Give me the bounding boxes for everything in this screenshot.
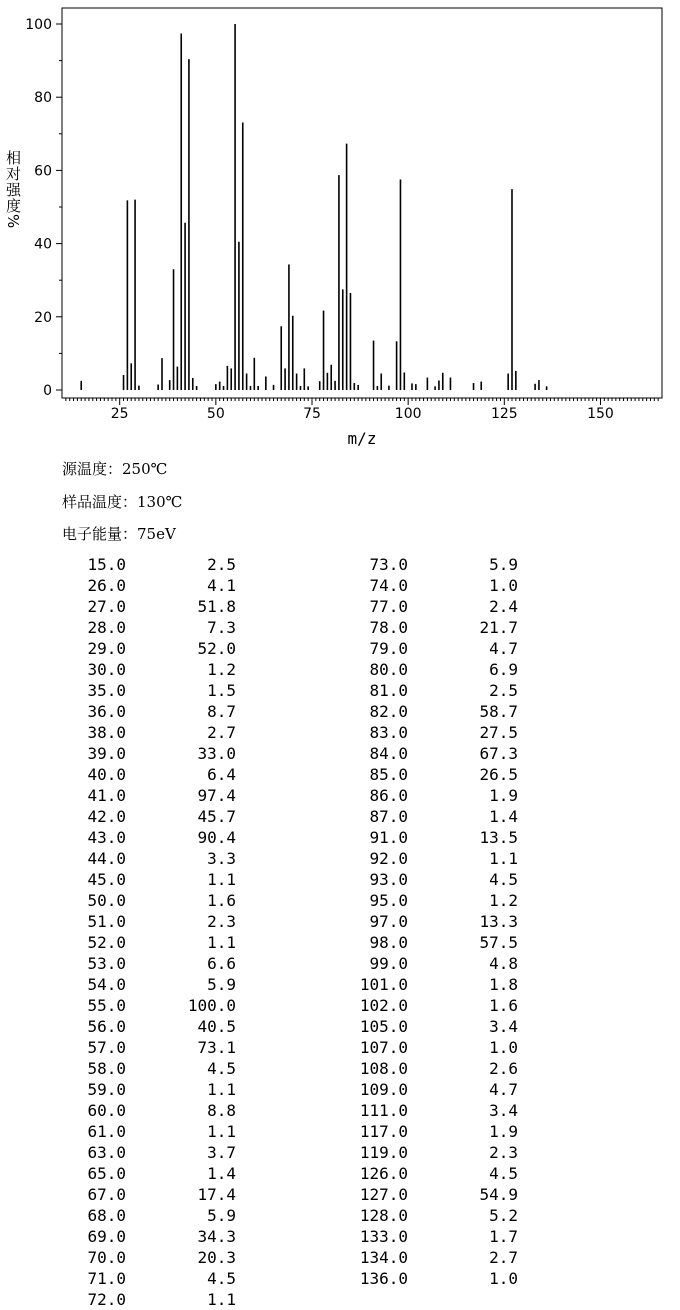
y-axis-label	[2, 150, 24, 233]
abundance-value: 2.3	[207, 912, 236, 931]
abundance-value: 58.7	[479, 702, 518, 721]
mz-value: 59.0	[87, 1080, 126, 1099]
table-row	[342, 890, 518, 911]
y-tick-label: 60	[34, 163, 52, 180]
mz-value: 57.0	[87, 1038, 126, 1057]
abundance-value: 5.9	[207, 1206, 236, 1225]
mz-value: 102.0	[359, 996, 408, 1015]
electron-energy: 电子能量：75eV	[62, 525, 176, 543]
abundance-value: 1.6	[489, 996, 518, 1015]
table-row	[342, 1205, 518, 1226]
abundance-value: 1.0	[489, 1038, 518, 1057]
mz-value: 28.0	[87, 618, 126, 637]
mz-value: 93.0	[369, 870, 408, 889]
sample-temperature: 样品温度：130℃	[62, 493, 183, 511]
abundance-value: 54.9	[479, 1185, 518, 1204]
y-tick-label: 40	[34, 236, 52, 253]
y-tick-label: 100	[25, 17, 52, 33]
abundance-value: 34.3	[197, 1227, 236, 1246]
abundance-value: 67.3	[479, 744, 518, 763]
abundance-value: 1.1	[207, 933, 236, 952]
table-row	[60, 1268, 236, 1289]
table-row	[342, 596, 518, 617]
abundance-value: 2.5	[489, 681, 518, 700]
mz-value: 53.0	[87, 954, 126, 973]
mz-value: 52.0	[87, 933, 126, 952]
mz-value: 95.0	[369, 891, 408, 910]
abundance-value: 2.6	[489, 1059, 518, 1078]
mz-value: 43.0	[87, 828, 126, 847]
x-tick-label: 50	[206, 406, 225, 422]
mz-value: 56.0	[87, 1017, 126, 1036]
table-row	[60, 995, 236, 1016]
mz-value: 29.0	[87, 639, 126, 658]
table-row	[60, 554, 236, 575]
abundance-value: 1.1	[207, 1290, 236, 1309]
y-tick-label: 0	[43, 383, 52, 399]
abundance-value: 90.4	[197, 828, 236, 847]
abundance-value: 1.6	[207, 891, 236, 910]
abundance-value: 4.8	[489, 954, 518, 973]
mz-value: 38.0	[87, 723, 126, 742]
abundance-value: 1.1	[207, 1122, 236, 1141]
table-row	[342, 806, 518, 827]
mz-value: 71.0	[87, 1269, 126, 1288]
table-row	[60, 1079, 236, 1100]
table-row	[342, 638, 518, 659]
mz-value: 78.0	[369, 618, 408, 637]
abundance-value: 4.7	[489, 1080, 518, 1099]
table-row	[60, 890, 236, 911]
mz-value: 119.0	[359, 1143, 408, 1162]
table-row	[60, 680, 236, 701]
mz-value: 51.0	[87, 912, 126, 931]
mz-value: 74.0	[369, 576, 408, 595]
abundance-value: 1.9	[489, 1122, 518, 1141]
abundance-value: 1.8	[489, 975, 518, 994]
abundance-value: 3.7	[207, 1143, 236, 1162]
table-row	[342, 932, 518, 953]
x-tick-label: 75	[303, 406, 321, 422]
table-row	[60, 1163, 236, 1184]
table-row	[60, 1016, 236, 1037]
table-row	[60, 659, 236, 680]
abundance-value: 4.7	[489, 639, 518, 658]
table-row	[60, 785, 236, 806]
table-row	[60, 932, 236, 953]
abundance-value: 4.1	[207, 576, 236, 595]
abundance-value: 97.4	[197, 786, 236, 805]
table-row	[60, 1226, 236, 1247]
abundance-value: 33.0	[197, 744, 236, 763]
table-row	[342, 1142, 518, 1163]
mz-value: 108.0	[359, 1059, 408, 1078]
mz-value: 58.0	[87, 1059, 126, 1078]
abundance-value: 20.3	[197, 1248, 236, 1267]
mz-value: 69.0	[87, 1227, 126, 1246]
abundance-value: 57.5	[479, 933, 518, 952]
table-row	[60, 1247, 236, 1268]
table-row	[342, 554, 518, 575]
mz-value: 77.0	[369, 597, 408, 616]
table-row	[342, 995, 518, 1016]
mz-value: 60.0	[87, 1101, 126, 1120]
abundance-value: 1.4	[207, 1164, 236, 1183]
source-temperature: 源温度：250℃	[62, 460, 168, 478]
mz-value: 73.0	[369, 555, 408, 574]
abundance-value: 2.7	[207, 723, 236, 742]
abundance-value: 2.4	[489, 597, 518, 616]
table-row	[342, 1037, 518, 1058]
table-row	[60, 1121, 236, 1142]
table-row	[342, 1184, 518, 1205]
table-row	[342, 1016, 518, 1037]
mz-value: 26.0	[87, 576, 126, 595]
table-row	[342, 764, 518, 785]
mz-value: 127.0	[359, 1185, 408, 1204]
mz-value: 91.0	[369, 828, 408, 847]
table-row	[60, 575, 236, 596]
table-row	[342, 827, 518, 848]
abundance-value: 13.3	[479, 912, 518, 931]
mz-value: 107.0	[359, 1038, 408, 1057]
mass-spectrum-chart	[0, 0, 680, 450]
abundance-value: 1.1	[207, 1080, 236, 1099]
abundance-value: 1.1	[207, 870, 236, 889]
table-row	[60, 638, 236, 659]
table-row	[60, 1205, 236, 1226]
abundance-value: 1.9	[489, 786, 518, 805]
table-row	[60, 1037, 236, 1058]
table-row	[60, 806, 236, 827]
abundance-value: 6.4	[207, 765, 236, 784]
table-row	[342, 1226, 518, 1247]
mz-value: 15.0	[87, 555, 126, 574]
table-row	[342, 743, 518, 764]
abundance-value: 45.7	[197, 807, 236, 826]
x-axis	[66, 398, 658, 422]
abundance-value: 1.5	[207, 681, 236, 700]
table-row	[342, 953, 518, 974]
abundance-value: 40.5	[197, 1017, 236, 1036]
y-axis-label-text: 相对强度%	[4, 150, 22, 230]
peak-table-right	[342, 554, 518, 1289]
plot-frame	[62, 8, 662, 398]
abundance-value: 51.8	[197, 597, 236, 616]
abundance-value: 8.7	[207, 702, 236, 721]
mz-value: 72.0	[87, 1290, 126, 1309]
mz-value: 97.0	[369, 912, 408, 931]
mz-value: 109.0	[359, 1080, 408, 1099]
table-row	[342, 659, 518, 680]
table-row	[342, 1163, 518, 1184]
table-row	[342, 575, 518, 596]
mz-value: 65.0	[87, 1164, 126, 1183]
abundance-value: 52.0	[197, 639, 236, 658]
table-row	[342, 1268, 518, 1289]
mz-value: 30.0	[87, 660, 126, 679]
abundance-value: 1.0	[489, 576, 518, 595]
peaks-group	[81, 24, 546, 390]
mz-value: 61.0	[87, 1122, 126, 1141]
mz-value: 44.0	[87, 849, 126, 868]
mz-value: 67.0	[87, 1185, 126, 1204]
table-row	[60, 1100, 236, 1121]
mz-value: 134.0	[359, 1248, 408, 1267]
table-row	[342, 680, 518, 701]
table-row	[342, 785, 518, 806]
abundance-value: 27.5	[479, 723, 518, 742]
table-row	[60, 743, 236, 764]
abundance-value: 1.1	[489, 849, 518, 868]
abundance-value: 2.7	[489, 1248, 518, 1267]
mz-value: 81.0	[369, 681, 408, 700]
table-row	[60, 701, 236, 722]
abundance-value: 7.3	[207, 618, 236, 637]
mz-value: 82.0	[369, 702, 408, 721]
abundance-value: 4.5	[207, 1059, 236, 1078]
mz-value: 50.0	[87, 891, 126, 910]
mz-value: 84.0	[369, 744, 408, 763]
table-row	[60, 1184, 236, 1205]
abundance-value: 3.4	[489, 1101, 518, 1120]
mz-value: 83.0	[369, 723, 408, 742]
abundance-value: 1.7	[489, 1227, 518, 1246]
mz-value: 101.0	[359, 975, 408, 994]
table-row	[60, 596, 236, 617]
mz-value: 55.0	[87, 996, 126, 1015]
abundance-value: 5.9	[207, 975, 236, 994]
table-row	[342, 1058, 518, 1079]
mz-value: 85.0	[369, 765, 408, 784]
abundance-value: 4.5	[207, 1269, 236, 1288]
mz-value: 99.0	[369, 954, 408, 973]
table-row	[342, 848, 518, 869]
mz-value: 133.0	[359, 1227, 408, 1246]
abundance-value: 4.5	[489, 870, 518, 889]
mz-value: 63.0	[87, 1143, 126, 1162]
abundance-value: 3.3	[207, 849, 236, 868]
mz-value: 98.0	[369, 933, 408, 952]
table-row	[342, 1121, 518, 1142]
table-row	[60, 1289, 236, 1310]
mz-value: 54.0	[87, 975, 126, 994]
mz-value: 39.0	[87, 744, 126, 763]
table-row	[342, 974, 518, 995]
table-row	[60, 617, 236, 638]
mz-value: 41.0	[87, 786, 126, 805]
table-row	[342, 1247, 518, 1268]
table-row	[60, 1142, 236, 1163]
abundance-value: 1.0	[489, 1269, 518, 1288]
x-tick-label: 25	[110, 406, 129, 422]
table-row	[60, 1058, 236, 1079]
y-tick-label: 80	[34, 90, 52, 107]
mz-value: 117.0	[359, 1122, 408, 1141]
abundance-value: 26.5	[479, 765, 518, 784]
mz-value: 86.0	[369, 786, 408, 805]
abundance-value: 5.2	[489, 1206, 518, 1225]
peak-table-left	[60, 554, 236, 1310]
abundance-value: 1.4	[489, 807, 518, 826]
table-row	[342, 701, 518, 722]
table-row	[60, 869, 236, 890]
mz-value: 79.0	[369, 639, 408, 658]
table-row	[342, 617, 518, 638]
table-row	[342, 869, 518, 890]
mz-value: 111.0	[359, 1101, 408, 1120]
table-row	[60, 848, 236, 869]
mz-value: 42.0	[87, 807, 126, 826]
table-row	[60, 911, 236, 932]
abundance-value: 6.6	[207, 954, 236, 973]
x-axis-label: m/z	[347, 429, 377, 448]
mz-value: 36.0	[87, 702, 126, 721]
table-row	[342, 911, 518, 932]
table-row	[60, 953, 236, 974]
x-tick-label: 100	[394, 406, 422, 422]
abundance-value: 5.9	[489, 555, 518, 574]
table-row	[60, 827, 236, 848]
table-row	[60, 722, 236, 743]
mz-value: 27.0	[87, 597, 126, 616]
abundance-value: 4.5	[489, 1164, 518, 1183]
y-tick-label: 20	[34, 309, 52, 326]
table-row	[342, 722, 518, 743]
abundance-value: 17.4	[197, 1185, 236, 1204]
mz-value: 105.0	[359, 1017, 408, 1036]
mz-value: 68.0	[87, 1206, 126, 1225]
abundance-value: 21.7	[479, 618, 518, 637]
abundance-value: 100.0	[187, 996, 236, 1015]
abundance-value: 1.2	[207, 660, 236, 679]
abundance-value: 73.1	[197, 1038, 236, 1057]
abundance-value: 1.2	[489, 891, 518, 910]
table-row	[342, 1100, 518, 1121]
mz-value: 45.0	[87, 870, 126, 889]
x-tick-label: 150	[587, 406, 614, 422]
table-row	[60, 974, 236, 995]
table-row	[60, 764, 236, 785]
abundance-value: 2.5	[207, 555, 236, 574]
mz-value: 92.0	[369, 849, 408, 868]
mz-value: 70.0	[87, 1248, 126, 1267]
abundance-value: 2.3	[489, 1143, 518, 1162]
mz-value: 126.0	[359, 1164, 408, 1183]
mz-value: 128.0	[359, 1206, 408, 1225]
abundance-value: 13.5	[479, 828, 518, 847]
y-axis	[25, 17, 62, 399]
mz-value: 80.0	[369, 660, 408, 679]
mz-value: 136.0	[359, 1269, 408, 1288]
mz-value: 35.0	[87, 681, 126, 700]
abundance-value: 6.9	[489, 660, 518, 679]
abundance-value: 8.8	[207, 1101, 236, 1120]
table-row	[342, 1079, 518, 1100]
abundance-value: 3.4	[489, 1017, 518, 1036]
mz-value: 40.0	[87, 765, 126, 784]
x-tick-label: 125	[490, 406, 518, 422]
mz-value: 87.0	[369, 807, 408, 826]
